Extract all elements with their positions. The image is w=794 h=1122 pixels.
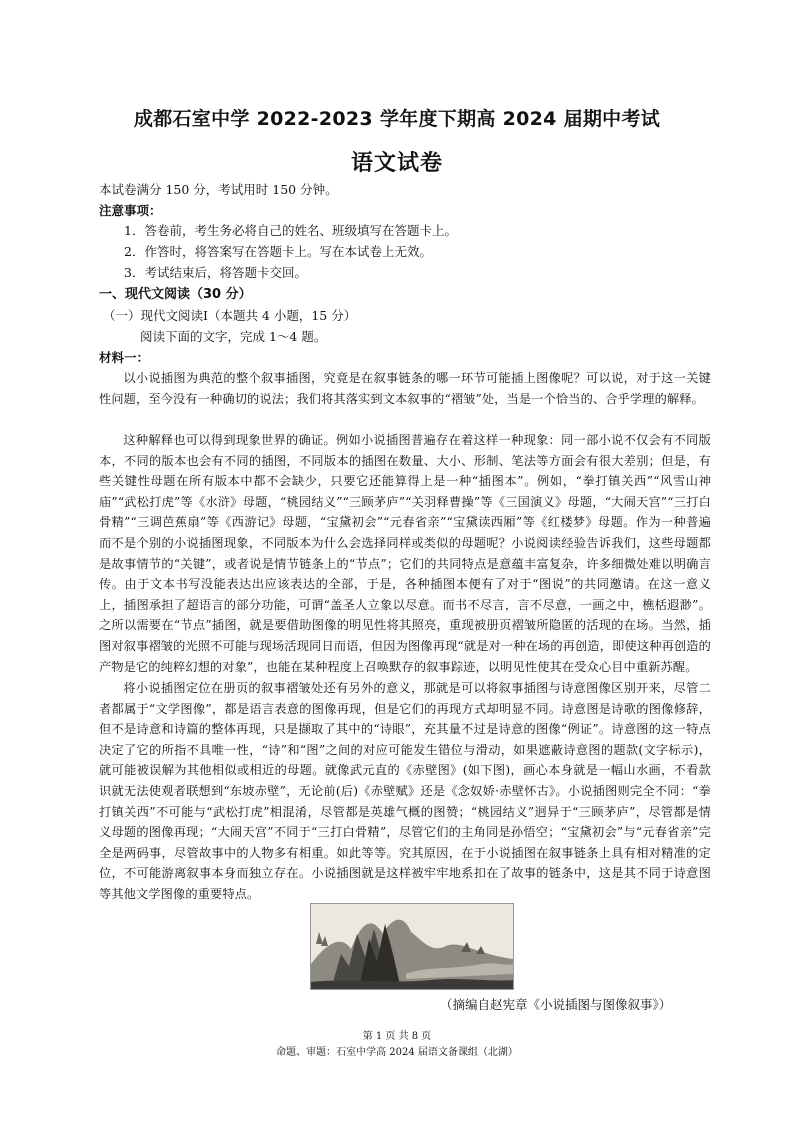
note-item: 3．考试结束后，将答题卡交回。 — [124, 265, 307, 280]
note-item: 2．作答时，将答案写在答题卡上。写在本试卷上无效。 — [124, 244, 432, 259]
page-number: 第 1 页 共 8 页 — [362, 1031, 432, 1042]
source-caption: （摘编自赵宪章《小说插图与图像叙事》） — [440, 997, 672, 1012]
notes-title: 注意事项： — [99, 203, 162, 218]
sub-heading: （一）现代文阅读Ⅰ（本题共 4 小题，15 分） — [103, 308, 357, 323]
landscape-painting-icon — [311, 904, 513, 989]
score-line: 本试卷满分 150 分，考试用时 150 分钟。 — [99, 182, 338, 197]
section-heading: 一、现代文阅读（30 分） — [99, 287, 252, 302]
instruction: 阅读下面的文字，完成 1～4 题。 — [140, 329, 327, 344]
exam-subtitle: 语文试卷 — [350, 151, 443, 176]
paragraph-2: 这种解释也可以得到现象世界的确证。例如小说插图普遍存在着这样一种现象：同一部小说不仅会有不同版本，不同的版本也会有不同的插图，不同版本的插图在数量、大小、形制、笔法等方面会有很大差别；但是，有些关键性母题在所有版本中都不会缺少，只要它还能算得上是一种“插图本”。例如，“拳打镇关西”“风雪山神庙”“武松打虎”等《水浒》母题，“桃园结义”“三顾茅庐”“关羽释曹操”等《三国演义》母题，“大闹天宫”“三打白骨精”“三调芭蕉扇”等《西游记》母题，“宝黛初会”“元春省亲”“宝黛读西厢”等《红楼梦》母题。作为一种普遍而不是个别的小说插图现象，不同版本为什么会选择同样或类似的母题呢？小说阅读经验告诉我们，这些母题都是故事情节的“关键”，或者说是情节链条上的“节点”；它们的共同特点是意蕴丰富复杂，许多细微处难以明确言传。由于文本书写没能表达出应该表达的全部，于是，各种插图本便有了对于“图说”的共同邀请。在这一意义上，插图承担了超语言的部分功能，可谓“盖圣人立象以尽意。而书不尽言，言不尽意，一画之中，樵栝遐渺”。之所以需要在“节点”插图，就是要借助图像的明见性将其照亮，重现被册页褶皱所隐匿的活现的在场。当然，插图对叙事褶皱的光照不可能与现场活现同日而语，但因为图像再现“就是对一种在场的再创造，即使这种再创造的产物是它的纯粹幻想的对象”，也能在某种程度上召唤默存的叙事踪迹，以明见性使其在受众心目中重新苏醒。 — [99, 433, 711, 674]
paragraph-1: 以小说插图为典范的整个叙事插图，究竟是在叙事链条的哪一环节可能插上图像呢？可以说，对于这一关键性问题，至今没有一种确切的说法；我们将其落实到文本叙事的“褶皱”处，当是一个恰当的、合乎学理的解释。 — [99, 371, 711, 406]
exam-title: 成都石室中学 2022-2023 学年度下期高 2024 届期中考试 — [133, 108, 661, 130]
note-item: 1．答卷前，考生务必将自己的姓名、班级填写在答题卡上。 — [124, 223, 457, 238]
paragraph-3: 将小说插图定位在册页的叙事褶皱处还有另外的意义，那就是可以将叙事插图与诗意图像区别开来，尽管二者都属于“文学图像”，都是语言表意的图像再现，但是它们的再现方式却明显不同。诗意图是诗歌的图像修辞，但不是诗意和诗篇的整体再现，只是撷取了其中的“诗眼”，充其量不过是诗意的图像“例证”。诗意图的这一特点决定了它的所指不具唯一性，“诗”和“图”之间的对应可能发生错位与滑动，如果遮蔽诗意图的题款(文字标示)，就可能被误解为其他相似或相近的母题。就像武元直的《赤壁图》(如下图)，画心本身就是一幅山水画，不看款识就无法使观者联想到“东坡赤壁”，无论前(后)《赤壁赋》还是《念奴娇·赤壁怀古》。小说插图则完全不同：“拳打镇关西”不可能与“武松打虎”相混淆，尽管都是英雄气概的图赞；“桃园结义”迥异于“三顾茅庐”，尽管都是情义母题的图像再现；“大闹天宫”不同于“三打白骨精”，尽管它们的主角同是孙悟空；“宝黛初会”与“元春省亲”完全是两码事，尽管故事中的人物多有相重。如此等等。究其原因，在于小说插图在叙事链条上具有相对精准的定位，不可能游离叙事本身而独立存在。小说插图就是这样被牢牢地系扣在了故事的链条中，这是其不同于诗意图等其他文学图像的重要特点。 — [99, 681, 711, 901]
landscape-painting-image — [310, 903, 514, 990]
material-label: 材料一： — [99, 350, 150, 365]
footer-credit: 命题、审题：石室中学高 2024 届语文备课组（北湖） — [276, 1047, 518, 1058]
